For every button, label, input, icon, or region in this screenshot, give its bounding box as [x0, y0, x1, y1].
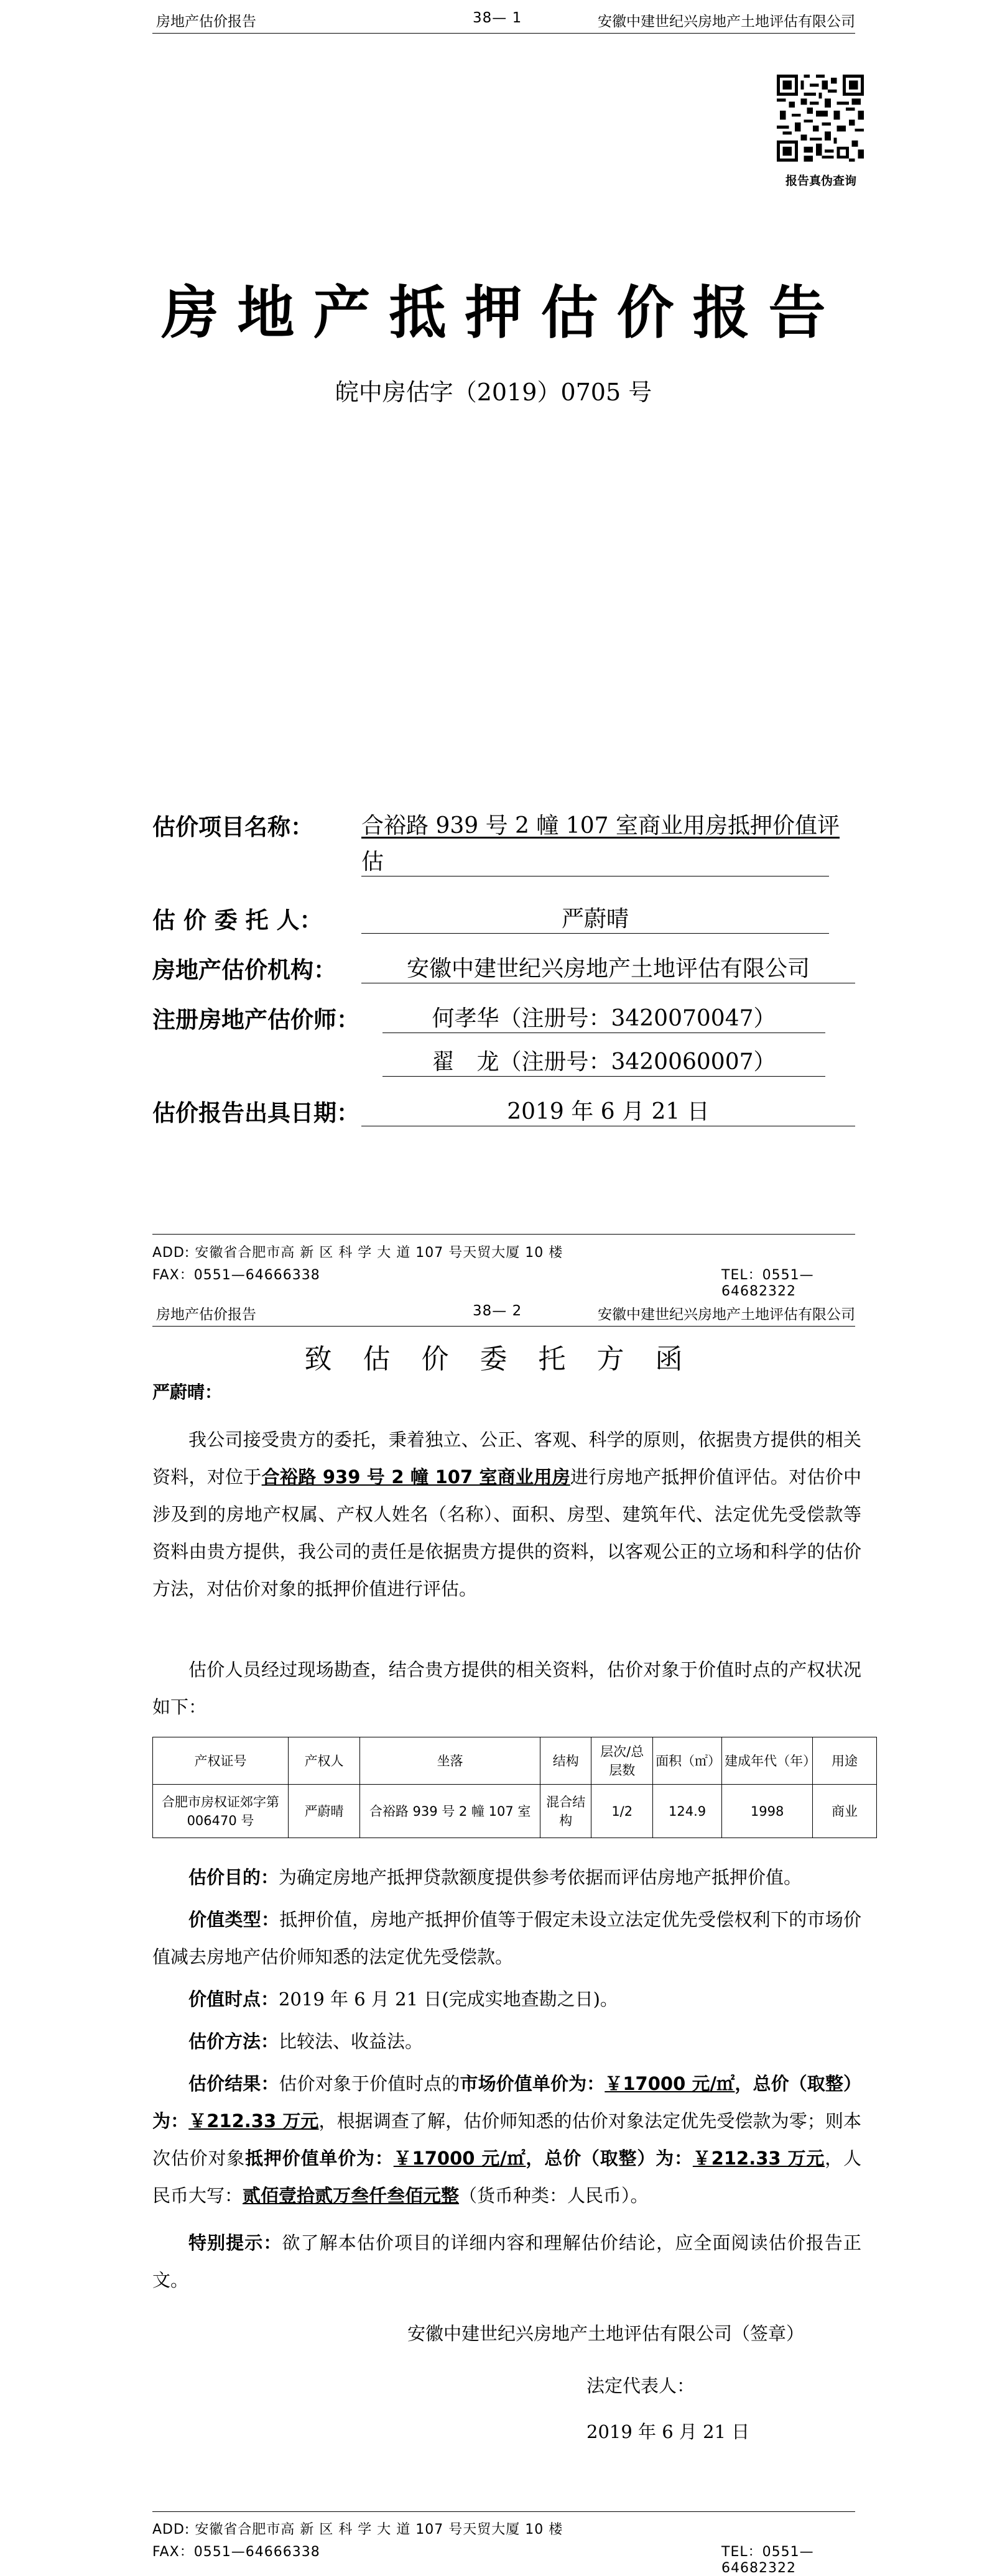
footer-address: ADD: 安徽省合肥市高 新 区 科 学 大 道 107 号天贸大厦 10 楼: [152, 2522, 563, 2537]
special-tip-paragraph: [152, 2224, 861, 2299]
market-unit-price: ￥17000 元/㎡: [605, 2073, 735, 2094]
letter-paragraph-2: 估价人员经过现场勘查，结合贵方提供的相关资料，估价对象于价值时点的产权状况如下：: [152, 1659, 861, 1718]
running-header: [152, 5, 855, 34]
header-left-title: 房地产估价报告: [156, 1307, 256, 1323]
value-date-label: 价值时点：: [188, 1989, 279, 2010]
amount-in-words: 贰佰壹拾贰万叁仟叁佰元整: [243, 2185, 460, 2206]
footer-tel: TEL：0551—64682322: [721, 1267, 814, 1299]
result-text: 市场价值单价为：: [460, 2073, 605, 2094]
result-label: 估价结果：: [188, 2073, 279, 2094]
table-header-cell: 建成年代（年）: [722, 1737, 813, 1785]
table-header-cell: 产权人: [288, 1737, 359, 1785]
footer-address: ADD: 安徽省合肥市高 新 区 科 学 大 道 107 号天贸大厦 10 楼: [152, 1245, 563, 1261]
result-text: ，人民币大写：: [152, 2148, 861, 2206]
letter-page: [0, 1299, 987, 2576]
report-title: 房地产抵押估价报告: [161, 280, 845, 346]
method-label: 估价方法：: [188, 2031, 279, 2052]
result-text: 抵押价值单价为：: [245, 2148, 394, 2169]
report-date-label: 估价报告出具日期：: [152, 1100, 359, 1126]
purpose-label: 估价目的：: [188, 1867, 279, 1888]
footer-tel: TEL：0551—64682322: [721, 2544, 814, 2576]
p1-text-a: 我公司接受贵方的委托，秉着独立、公正、客观、科学的原则，依据贵方提供的相关资料，对位于: [152, 1429, 861, 1488]
mortgage-unit-price: ￥17000 元/㎡: [393, 2148, 526, 2169]
footer-contact: [152, 2541, 855, 2576]
qr-caption: 报告真伪查询: [785, 174, 856, 188]
header-company-name: 安徽中建世纪兴房地产土地评估有限公司: [598, 14, 855, 30]
table-header-cell: 产权证号: [153, 1737, 289, 1785]
method-paragraph: [152, 2023, 861, 2060]
result-text: 估价对象于价值时点的: [279, 2073, 460, 2094]
result-text: （货币种类：人民币）。: [459, 2185, 649, 2206]
table-cell: 合裕路 939 号 2 幢 107 室: [360, 1785, 540, 1838]
project-name-label: 估价项目名称：: [152, 814, 313, 840]
letter-salutation: 严蔚晴：: [152, 1382, 223, 1402]
property-rights-table: [152, 1737, 877, 1838]
header-page-number: 38— 1: [473, 10, 522, 26]
footer-contact: [152, 1264, 855, 1299]
client-value: 严蔚晴: [361, 901, 829, 934]
value-type-label: 价值类型：: [188, 1909, 280, 1930]
report-date-value: 2019 年 6 月 21 日: [361, 1094, 855, 1126]
special-tip-text: 欲了解本估价项目的详细内容和理解估价结论，应全面阅读估价报告正文。: [152, 2232, 861, 2291]
footer-fax: FAX：0551—64666338: [152, 2544, 320, 2560]
p1-property-address: 合裕路 939 号 2 幢 107 室商业用房: [261, 1466, 570, 1488]
footer-divider: [152, 2511, 855, 2512]
table-header-row: [153, 1737, 877, 1785]
project-name-value-line1: 合裕路 939 号 2 幢 107 室商业用房抵押价值评: [361, 813, 840, 839]
header-left-title: 房地产估价报告: [156, 14, 256, 30]
signature-representative: 法定代表人：: [586, 2375, 695, 2396]
agency-value: 安徽中建世纪兴房地产土地评估有限公司: [361, 951, 855, 983]
table-cell: 124.9: [653, 1785, 722, 1838]
value-date-paragraph: [152, 1980, 861, 2018]
signature-date: 2019 年 6 月 21 日: [586, 2421, 750, 2442]
running-header: [152, 1298, 855, 1327]
letter-paragraph-1: [152, 1421, 861, 1608]
footer-fax: FAX：0551—64666338: [152, 1267, 320, 1283]
result-text: ，根据调查了解，估价师知悉的估价对象法定优先受偿款为零；则本次估价对象: [152, 2110, 861, 2169]
appraiser-2-value: 翟 龙（注册号：3420060007）: [382, 1044, 825, 1077]
qr-code-icon[interactable]: [777, 75, 864, 162]
mortgage-total-price: ￥212.33 万元: [692, 2148, 825, 2169]
value-type-text: 抵押价值，房地产抵押价值等于假定未设立法定优先受偿权利下的市场价值减去房地产估价师知悉的法定优先受偿款。: [152, 1909, 861, 1967]
p1-text-c: 进行房地产抵押价值评估。对估价中涉及到的房地产权属、产权人姓名（名称）、面积、房型、建筑年代、法定优先受偿款等资料由贵方提供，我公司的责任是依据贵方提供的资料，以客观公正的立场和科学的估价方法，对估价对象的抵押价值进行评估。: [152, 1466, 861, 1599]
header-company-name: 安徽中建世纪兴房地产土地评估有限公司: [598, 1307, 855, 1323]
report-document-number: 皖中房估字（2019）0705 号: [335, 379, 652, 406]
result-text: ，: [734, 2073, 753, 2094]
table-cell: 1998: [722, 1785, 813, 1838]
project-name-value-line2: 估: [361, 844, 829, 876]
result-text: ，: [526, 2148, 545, 2169]
table-header-cell: 用途: [813, 1737, 877, 1785]
table-header-cell: 层次/总层数: [591, 1737, 653, 1785]
header-page-number: 38— 2: [473, 1303, 522, 1319]
special-tip-label: 特别提示：: [188, 2232, 282, 2253]
table-cell: 合肥市房权证郊字第 006470 号: [153, 1785, 289, 1838]
table-cell: 1/2: [591, 1785, 653, 1838]
table-header-cell: 结构: [540, 1737, 591, 1785]
result-text: 总价（取整）为：: [152, 2073, 861, 2132]
result-paragraph: [152, 2065, 861, 2214]
table-header-cell: 面积（㎡）: [653, 1737, 722, 1785]
purpose-paragraph: [152, 1859, 861, 1896]
signature-company: 安徽中建世纪兴房地产土地评估有限公司（签章）: [407, 2323, 805, 2344]
market-total-price: ￥212.33 万元: [188, 2110, 319, 2132]
table-cell: 混合结构: [540, 1785, 591, 1838]
appraiser-1-value: 何孝华（注册号：3420070047）: [382, 1001, 825, 1033]
client-label: 估 价 委 托 人：: [152, 907, 323, 934]
result-text: 总价（取整）为：: [544, 2148, 693, 2169]
table-cell: 严蔚晴: [288, 1785, 359, 1838]
footer-divider: [152, 1234, 855, 1235]
method-text: 比较法、收益法。: [279, 2031, 424, 2052]
appraiser-label: 注册房地产估价师：: [152, 1006, 359, 1033]
value-date-text: 2019 年 6 月 21 日(完成实地查勘之日)。: [279, 1989, 618, 2010]
table-header-cell: 坐落: [360, 1737, 540, 1785]
agency-label: 房地产估价机构：: [152, 957, 336, 983]
value-type-paragraph: [152, 1901, 861, 1976]
table-row: [153, 1785, 877, 1838]
table-cell: 商业: [813, 1785, 877, 1838]
purpose-text: 为确定房地产抵押贷款额度提供参考依据而评估房地产抵押价值。: [279, 1867, 802, 1888]
letter-title: 致估价委托方函: [304, 1343, 714, 1375]
